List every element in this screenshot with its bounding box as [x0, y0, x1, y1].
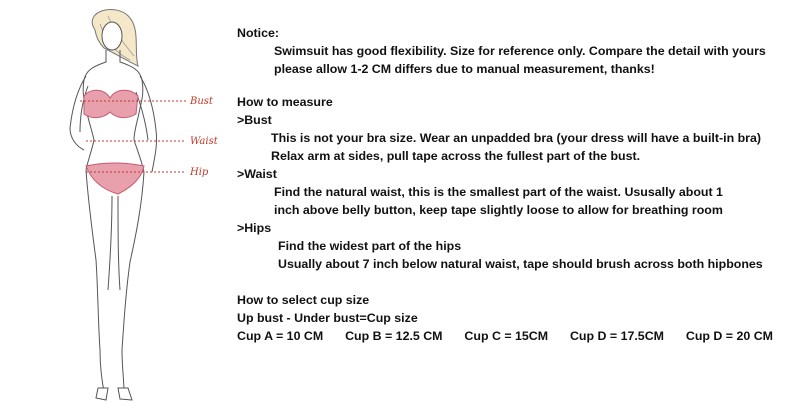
- woman-figure-drawing: [0, 0, 225, 407]
- spacer: [237, 273, 792, 291]
- waist-line-1: Find the natural waist, this is the smallest part of the waist. Ususally about 1: [274, 185, 723, 199]
- hips-line-2: Usually about 7 inch below natural waist, tape should brush across both hipbones: [278, 257, 763, 271]
- how-to-measure-heading: How to measure: [237, 95, 333, 109]
- hips-line-1: Find the widest part of the hips: [278, 239, 462, 253]
- hips-title: >Hips: [237, 221, 272, 235]
- cup-b: Cup B = 12.5 CM: [345, 329, 443, 343]
- cup-size-list: [237, 327, 773, 345]
- cup-size-heading: How to select cup size: [237, 293, 370, 307]
- hip-label: Hip: [190, 167, 209, 178]
- cup-d-2: Cup D = 20 CM: [685, 329, 773, 343]
- cup-size-formula: Up bust - Under bust=Cup size: [237, 311, 418, 325]
- bra: [84, 90, 138, 117]
- notice-line-2: please allow 1-2 CM differs due to manual measurement, thanks!: [274, 62, 655, 76]
- face: [102, 22, 122, 50]
- waist-title: >Waist: [237, 167, 277, 181]
- waist-label: Waist: [190, 136, 218, 147]
- legs: [86, 170, 144, 392]
- notice-line-1: Swimsuit has good flexibility. Size for reference only. Compare the detail with yours: [274, 44, 766, 58]
- spacer: [237, 78, 792, 93]
- instructions-panel: [237, 24, 792, 345]
- bust-label: Bust: [190, 96, 213, 107]
- notice-heading: Notice:: [237, 26, 279, 40]
- bikini-bottom: [86, 163, 144, 194]
- waist-line-2: inch above belly button, keep tape slightly loose to allow for breathing room: [274, 203, 723, 217]
- cup-c: Cup C = 15CM: [464, 329, 549, 343]
- cup-a: Cup A = 10 CM: [237, 329, 324, 343]
- body-measurement-illustration: [0, 0, 225, 407]
- left-shoe: [96, 388, 108, 400]
- cup-d: Cup D = 17.5CM: [569, 329, 664, 343]
- right-arm: [136, 76, 157, 172]
- right-shoe: [118, 388, 132, 400]
- bust-line-2: Relax arm at sides, pull tape across the fullest part of the bust.: [271, 149, 641, 163]
- bust-title: >Bust: [237, 113, 272, 127]
- bust-line-1: This is not your bra size. Wear an unpadded bra (your dress will have a built-in bra): [271, 131, 761, 145]
